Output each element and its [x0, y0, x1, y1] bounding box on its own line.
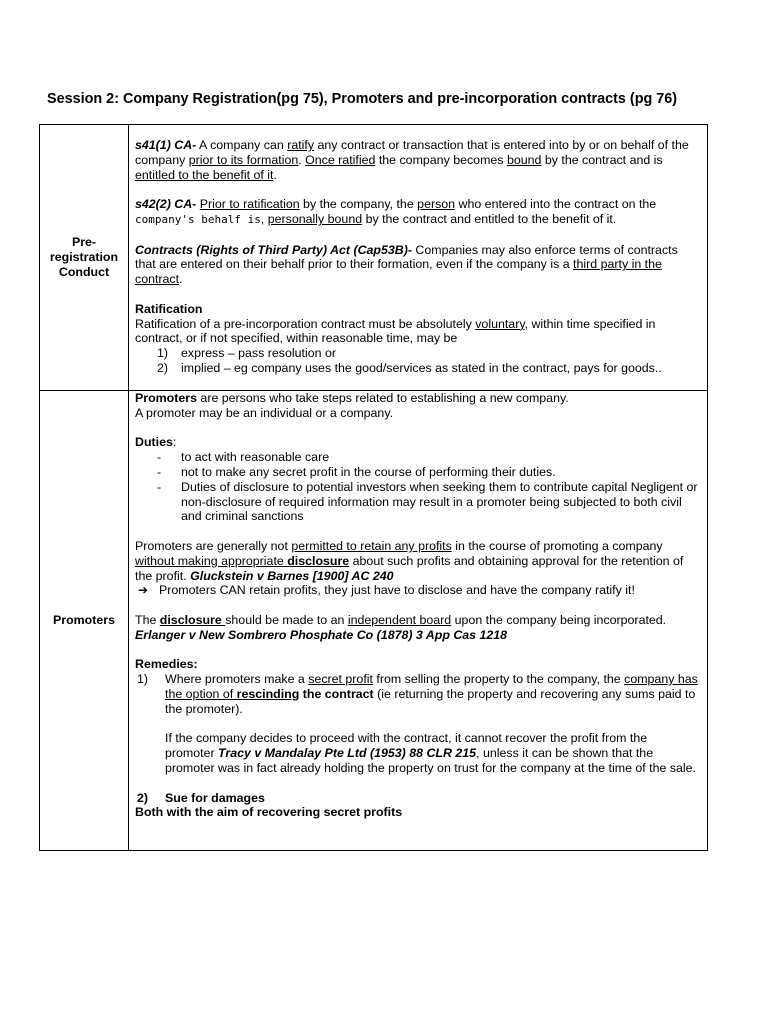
row-label-promoters: Promoters	[40, 391, 129, 851]
disclosure-paragraph: The disclosure should be made to an independent board upon the company being incorporated.	[135, 612, 667, 627]
retain-note: ➔ Promoters CAN retain profits, they just have to disclose and have the company ratify it!	[138, 583, 635, 598]
ratification-list	[135, 346, 700, 376]
row-content-promoters: Promoters are persons who take steps related to establishing a new company. A promoter may be an individual or a company. Duties: - to act with reasonable care - not to make any secret profit in the course of performing their duties. - Duties of disclosure to potential investors when seeking them to contribute capital Negligent or non-disclosure of required information may result in a promoter being subjected to both civil and criminal sanctions Promoters are generally not permitted to retain any profits in the course of promoting a company without making appropriate disclosure about such profits and obtaining approval for the retention of the profit. Gluckstein v Barnes [1900] AC 240 ➔ Promoters CAN retain profits, they just have to disclose and have the company ratify it! The disclosure should be made to an independent board upon the company being incorporated. Erlanger v New Sombrero Phosphate Co (1878) 3 App Cas 1218 Remedies: 1) Where promoters make a secret profit from selling the property to the company, the company has the option of rescinding the contract (ie returning the property and recovering any sums paid to the promoter). If the company decides to proceed with the contract, it cannot recover the profit from the promoter Tracy v Mandalay Pte Ltd (1953) 88 CLR 215, unless it can be shown that the promoter was in fact already holding the property on trust for the company at the time of the sale. 2) Sue for damages Both with the aim of recovering secret profits	[129, 391, 708, 851]
s41-paragraph: s41(1) CA- A company can ratify any contract or transaction that is entered into by or on behalf of the company prior to its formation. Once ratified the company becomes bound by the contract and is entitled to the benefit of it.	[135, 138, 689, 182]
ratification-paragraph: Ratification of a pre-incorporation contract must be absolutely voluntary, within time specified in contract, or if not specified, within reasonable time, may be	[135, 316, 656, 346]
ratification-heading: Ratification	[135, 301, 203, 316]
arrow-icon: ➔	[138, 583, 149, 598]
list-item: - Duties of disclosure to potential investors when seeking them to contribute capital Negligent or non-disclosure of required information may result in a promoter being subjected to both civil and criminal sanctions	[157, 479, 698, 524]
remedies-heading: Remedies:	[135, 657, 198, 672]
third-party-act-paragraph: Contracts (Rights of Third Party) Act (Cap53B)- Companies may also enforce terms of contracts that are entered on their behalf prior to their formation, even if the company is a third party in the contract.	[135, 242, 678, 287]
tracy-paragraph: If the company decides to proceed with the contract, it cannot recover the profit from the promoter Tracy v Mandalay Pte Ltd (1953) 88 CLR 215, unless it can be shown that the promoter was in fact already holding the property on trust for the company at the time of the sale.	[165, 731, 697, 775]
remedies-list	[135, 672, 700, 716]
s42-paragraph: s42(2) CA- Prior to ratification by the company, the person who entered into the contract on the company's behalf is, personally bound by the contract and entitled to the benefit of it.	[135, 197, 657, 226]
duties-heading: Duties:	[135, 435, 177, 450]
list-item: - not to make any secret profit in the course of performing their duties.	[157, 464, 556, 479]
promoters-intro: Promoters are persons who take steps related to establishing a new company.	[135, 391, 569, 405]
remedies-list-2	[135, 791, 700, 806]
erlanger-case: Erlanger v New Sombrero Phosphate Co (1878) 3 App Cas 1218	[135, 627, 508, 642]
list-item: - to act with reasonable care	[157, 450, 330, 465]
row-label-pre-registration: Pre- registration Conduct	[40, 125, 129, 391]
list-item: 2) implied – eg company uses the good/services as stated in the contract, pays for goods..	[157, 360, 662, 375]
page-title: Session 2: Company Registration(pg 75), Promoters and pre-incorporation contracts (pg 76)	[47, 91, 678, 107]
table-row	[40, 391, 708, 851]
notes-table	[39, 124, 708, 851]
remedies-closing: Both with the aim of recovering secret profits	[135, 805, 403, 820]
list-item: 1) Where promoters make a secret profit from selling the property to the company, the company has the option of rescinding the contract (ie returning the property and recovering any sums paid to the promoter).	[137, 672, 698, 716]
list-item: 2) Sue for damages	[137, 790, 265, 805]
retain-profits-paragraph: Promoters are generally not permitted to retain any profits in the course of promoting a company without making appropriate disclosure about such profits and obtaining approval for the retention of the profit. Gluckstein v Barnes [1900] AC 240	[135, 538, 684, 583]
table-row	[40, 125, 708, 391]
duties-list	[135, 450, 700, 524]
list-item: 1) express – pass resolution or	[157, 346, 336, 361]
row-content-pre-registration	[129, 125, 708, 391]
